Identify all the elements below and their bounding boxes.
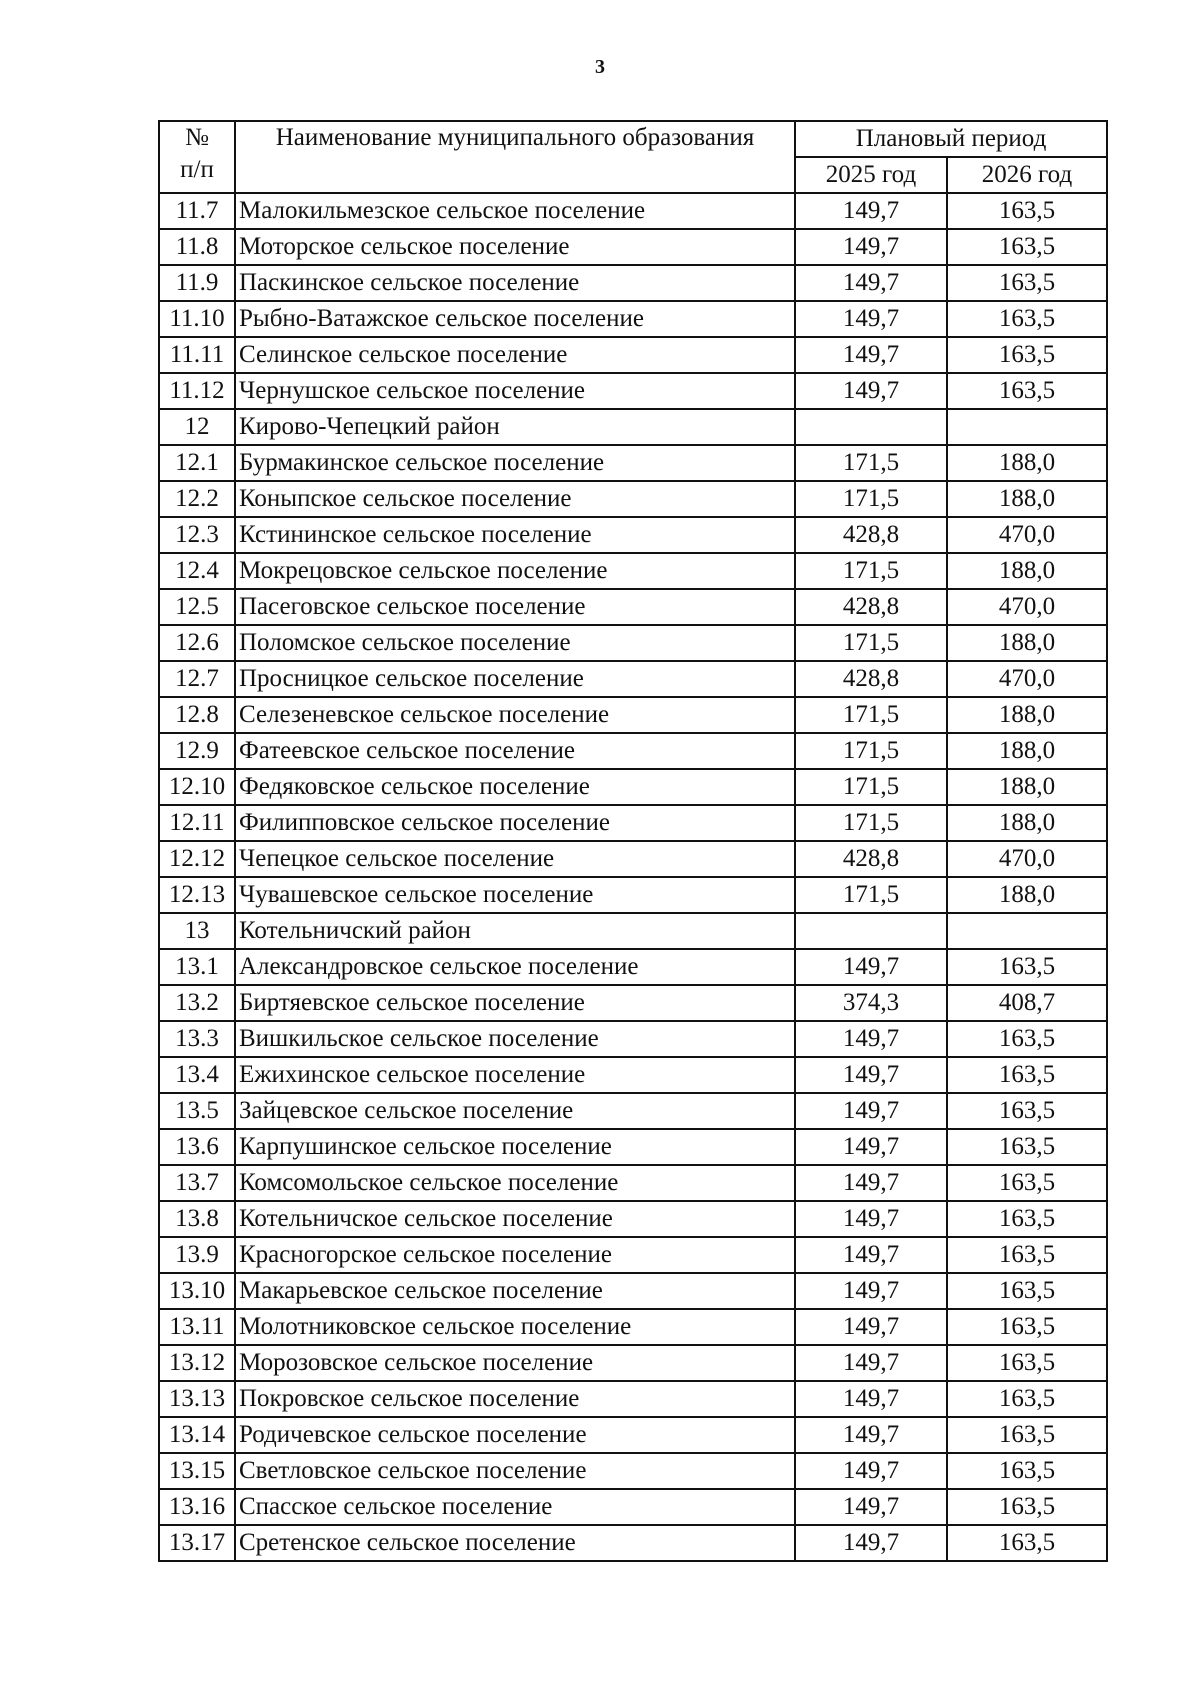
table-row: [159, 697, 1107, 733]
header-year-2026: 2026 год: [947, 157, 1107, 193]
table-row: [159, 1201, 1107, 1237]
table-row: [159, 373, 1107, 409]
row-name: Бурмакинское сельское поселение: [235, 445, 795, 481]
table-row: [159, 1453, 1107, 1489]
row-number: 12.3: [159, 517, 235, 553]
row-name: Зайцевское сельское поселение: [235, 1093, 795, 1129]
table-row: [159, 1057, 1107, 1093]
row-name: Вишкильское сельское поселение: [235, 1021, 795, 1057]
row-number: 13.5: [159, 1093, 235, 1129]
row-name: Чернушское сельское поселение: [235, 373, 795, 409]
row-value-2025: 149,7: [795, 949, 947, 985]
header-name: Наименование муниципального образования: [235, 121, 795, 193]
row-value-2025: 149,7: [795, 193, 947, 229]
table-row: [159, 409, 1107, 445]
row-number: 11.7: [159, 193, 235, 229]
row-value-2026: 163,5: [947, 1201, 1107, 1237]
row-value-2025: 149,7: [795, 373, 947, 409]
table-row: [159, 517, 1107, 553]
table-row: [159, 589, 1107, 625]
table-row: [159, 337, 1107, 373]
row-value-2026: 163,5: [947, 1093, 1107, 1129]
row-name: Родичевское сельское поселение: [235, 1417, 795, 1453]
row-name: Карпушинское сельское поселение: [235, 1129, 795, 1165]
header-year-2025: 2025 год: [795, 157, 947, 193]
table-row: [159, 265, 1107, 301]
row-number: 13.2: [159, 985, 235, 1021]
row-name: Рыбно-Ватажское сельское поселение: [235, 301, 795, 337]
row-value-2025: 149,7: [795, 1057, 947, 1093]
row-number: 13.15: [159, 1453, 235, 1489]
row-number: 12.5: [159, 589, 235, 625]
row-value-2026: 188,0: [947, 733, 1107, 769]
row-value-2026: 163,5: [947, 1057, 1107, 1093]
row-number: 12.7: [159, 661, 235, 697]
row-name: Котельничское сельское поселение: [235, 1201, 795, 1237]
row-value-2025: 149,7: [795, 1237, 947, 1273]
row-value-2025: 149,7: [795, 1093, 947, 1129]
row-number: 12.9: [159, 733, 235, 769]
header-number-line2: п/п: [180, 156, 214, 183]
table-row: [159, 733, 1107, 769]
row-value-2025: 149,7: [795, 337, 947, 373]
row-value-2026: 408,7: [947, 985, 1107, 1021]
row-name: Макарьевское сельское поселение: [235, 1273, 795, 1309]
row-name: Покровское сельское поселение: [235, 1381, 795, 1417]
row-value-2026: 163,5: [947, 373, 1107, 409]
row-name: Морозовское сельское поселение: [235, 1345, 795, 1381]
row-name: Селезеневское сельское поселение: [235, 697, 795, 733]
row-value-2026: 188,0: [947, 877, 1107, 913]
row-name: Кстининское сельское поселение: [235, 517, 795, 553]
row-name: Моторское сельское поселение: [235, 229, 795, 265]
row-number: 13.4: [159, 1057, 235, 1093]
row-number: 12.4: [159, 553, 235, 589]
row-value-2026: 163,5: [947, 1417, 1107, 1453]
row-name: Селинское сельское поселение: [235, 337, 795, 373]
row-number: 12.12: [159, 841, 235, 877]
table-row: [159, 769, 1107, 805]
row-value-2025: 149,7: [795, 1417, 947, 1453]
table-row: [159, 985, 1107, 1021]
row-name: Поломское сельское поселение: [235, 625, 795, 661]
row-value-2026: 188,0: [947, 697, 1107, 733]
row-number: 13.10: [159, 1273, 235, 1309]
row-number: 11.11: [159, 337, 235, 373]
row-number: 12.13: [159, 877, 235, 913]
header-number-line1: №: [185, 124, 209, 151]
row-value-2026: 188,0: [947, 445, 1107, 481]
row-name: Молотниковское сельское поселение: [235, 1309, 795, 1345]
row-value-2025: 171,5: [795, 769, 947, 805]
table-row: [159, 229, 1107, 265]
row-value-2025: 149,7: [795, 265, 947, 301]
row-value-2026: 163,5: [947, 1525, 1107, 1561]
municipality-table: [158, 120, 1108, 1562]
row-name: Сретенское сельское поселение: [235, 1525, 795, 1561]
page-number: 3: [595, 56, 605, 78]
row-value-2025: 428,8: [795, 661, 947, 697]
table-row: [159, 1165, 1107, 1201]
row-value-2025: 149,7: [795, 1273, 947, 1309]
row-value-2026: 163,5: [947, 1345, 1107, 1381]
row-value-2026: 188,0: [947, 805, 1107, 841]
row-value-2026: 470,0: [947, 661, 1107, 697]
row-name: Биртяевское сельское поселение: [235, 985, 795, 1021]
row-value-2026: [947, 913, 1107, 949]
table-row: [159, 1417, 1107, 1453]
row-number: 12.2: [159, 481, 235, 517]
row-value-2026: 163,5: [947, 1453, 1107, 1489]
row-value-2026: 163,5: [947, 229, 1107, 265]
table-row: [159, 625, 1107, 661]
row-value-2025: 149,7: [795, 1201, 947, 1237]
row-name: Филипповское сельское поселение: [235, 805, 795, 841]
row-number: 12.1: [159, 445, 235, 481]
row-value-2025: 149,7: [795, 1165, 947, 1201]
row-number: 12.11: [159, 805, 235, 841]
row-number: 12.6: [159, 625, 235, 661]
row-name: Ежихинское сельское поселение: [235, 1057, 795, 1093]
row-value-2025: 171,5: [795, 553, 947, 589]
row-value-2026: [947, 409, 1107, 445]
row-value-2025: 149,7: [795, 1345, 947, 1381]
row-name: Мокрецовское сельское поселение: [235, 553, 795, 589]
row-value-2026: 163,5: [947, 193, 1107, 229]
row-value-2025: [795, 409, 947, 445]
row-value-2025: 171,5: [795, 697, 947, 733]
row-number: 13.12: [159, 1345, 235, 1381]
table-row: [159, 301, 1107, 337]
row-name: Пасеговское сельское поселение: [235, 589, 795, 625]
row-number: 11.9: [159, 265, 235, 301]
row-name: Чепецкое сельское поселение: [235, 841, 795, 877]
row-number: 13.3: [159, 1021, 235, 1057]
row-value-2025: 149,7: [795, 1309, 947, 1345]
row-value-2025: 149,7: [795, 1525, 947, 1561]
row-number: 11.10: [159, 301, 235, 337]
row-name: Красногорское сельское поселение: [235, 1237, 795, 1273]
row-value-2026: 163,5: [947, 1237, 1107, 1273]
row-value-2025: 149,7: [795, 229, 947, 265]
table-row: [159, 877, 1107, 913]
row-number: 13.6: [159, 1129, 235, 1165]
row-value-2025: 171,5: [795, 625, 947, 661]
table-row: [159, 1093, 1107, 1129]
row-number: 13.8: [159, 1201, 235, 1237]
row-number: 13: [159, 913, 235, 949]
row-value-2025: 149,7: [795, 301, 947, 337]
table-row: [159, 949, 1107, 985]
header-period: Плановый период: [795, 121, 1107, 157]
row-name: Просницкое сельское поселение: [235, 661, 795, 697]
row-name: Комсомольское сельское поселение: [235, 1165, 795, 1201]
table-row: [159, 1237, 1107, 1273]
row-name: Коныпское сельское поселение: [235, 481, 795, 517]
row-value-2025: 171,5: [795, 805, 947, 841]
row-number: 13.16: [159, 1489, 235, 1525]
row-name: Спасское сельское поселение: [235, 1489, 795, 1525]
row-name: Малокильмезское сельское поселение: [235, 193, 795, 229]
row-value-2025: 171,5: [795, 445, 947, 481]
table-row: [159, 1489, 1107, 1525]
row-value-2025: 149,7: [795, 1129, 947, 1165]
row-value-2026: 163,5: [947, 1129, 1107, 1165]
row-name: Фатеевское сельское поселение: [235, 733, 795, 769]
row-name: Кирово-Чепецкий район: [235, 409, 795, 445]
table-row: [159, 1381, 1107, 1417]
row-name: Паскинское сельское поселение: [235, 265, 795, 301]
table-row: [159, 1345, 1107, 1381]
row-value-2025: 171,5: [795, 733, 947, 769]
row-value-2025: 374,3: [795, 985, 947, 1021]
row-name: Чувашевское сельское поселение: [235, 877, 795, 913]
table-row: [159, 661, 1107, 697]
row-value-2026: 188,0: [947, 553, 1107, 589]
row-name: Александровское сельское поселение: [235, 949, 795, 985]
table-row: [159, 1309, 1107, 1345]
row-number: 12.10: [159, 769, 235, 805]
row-value-2025: 171,5: [795, 877, 947, 913]
row-number: 13.9: [159, 1237, 235, 1273]
row-name: Котельничский район: [235, 913, 795, 949]
row-number: 11.8: [159, 229, 235, 265]
row-number: 13.17: [159, 1525, 235, 1561]
row-value-2025: 149,7: [795, 1381, 947, 1417]
row-value-2026: 163,5: [947, 301, 1107, 337]
row-number: 13.1: [159, 949, 235, 985]
row-value-2026: 163,5: [947, 1381, 1107, 1417]
row-value-2026: 470,0: [947, 517, 1107, 553]
row-name: Светловское сельское поселение: [235, 1453, 795, 1489]
row-value-2025: 149,7: [795, 1021, 947, 1057]
table-row: [159, 805, 1107, 841]
row-value-2026: 163,5: [947, 949, 1107, 985]
row-value-2026: 163,5: [947, 265, 1107, 301]
table-row: [159, 1525, 1107, 1561]
table-row: [159, 913, 1107, 949]
row-number: 13.13: [159, 1381, 235, 1417]
row-value-2026: 188,0: [947, 625, 1107, 661]
row-number: 11.12: [159, 373, 235, 409]
row-value-2025: 428,8: [795, 517, 947, 553]
row-value-2026: 470,0: [947, 841, 1107, 877]
table-row: [159, 841, 1107, 877]
row-value-2025: 149,7: [795, 1453, 947, 1489]
row-number: 12.8: [159, 697, 235, 733]
row-value-2026: 163,5: [947, 1273, 1107, 1309]
table-row: [159, 193, 1107, 229]
row-value-2026: 163,5: [947, 1309, 1107, 1345]
table-row: [159, 445, 1107, 481]
row-value-2026: 163,5: [947, 1021, 1107, 1057]
table-row: [159, 1129, 1107, 1165]
row-value-2026: 188,0: [947, 769, 1107, 805]
row-value-2026: 188,0: [947, 481, 1107, 517]
row-value-2025: 428,8: [795, 841, 947, 877]
row-value-2025: 171,5: [795, 481, 947, 517]
header-number: [159, 121, 235, 193]
table-row: [159, 553, 1107, 589]
row-value-2026: 163,5: [947, 337, 1107, 373]
row-number: 13.11: [159, 1309, 235, 1345]
table-body: [159, 193, 1107, 1561]
row-name: Федяковское сельское поселение: [235, 769, 795, 805]
row-value-2025: 428,8: [795, 589, 947, 625]
row-number: 13.7: [159, 1165, 235, 1201]
header-row-1: [159, 121, 1107, 157]
row-value-2025: [795, 913, 947, 949]
row-value-2026: 470,0: [947, 589, 1107, 625]
row-value-2026: 163,5: [947, 1165, 1107, 1201]
table-row: [159, 1021, 1107, 1057]
row-number: 13.14: [159, 1417, 235, 1453]
row-value-2025: 149,7: [795, 1489, 947, 1525]
row-value-2026: 163,5: [947, 1489, 1107, 1525]
table-row: [159, 1273, 1107, 1309]
table-row: [159, 481, 1107, 517]
row-number: 12: [159, 409, 235, 445]
